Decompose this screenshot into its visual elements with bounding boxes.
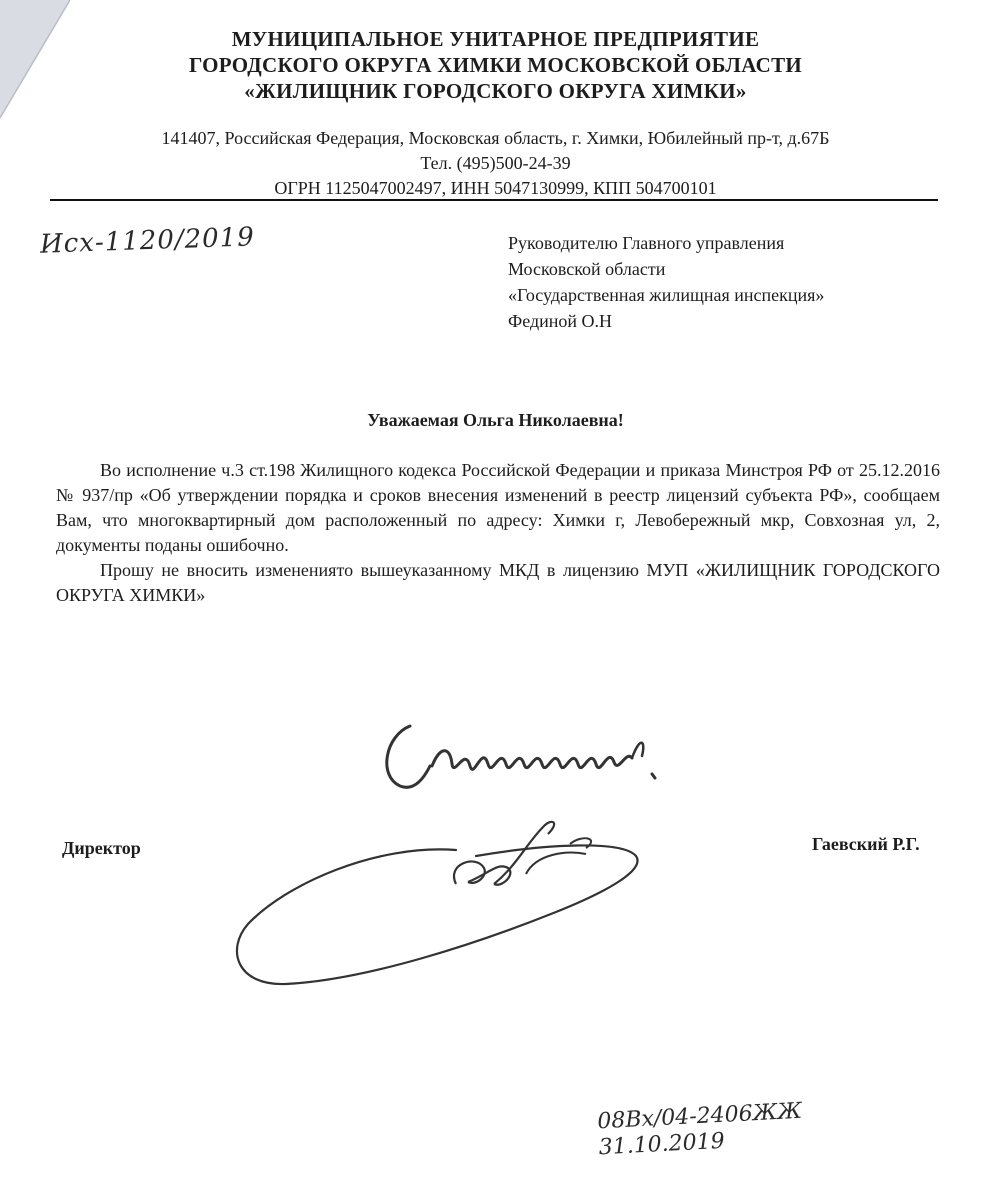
org-phone: Тел. (495)500-24-39 [420,153,571,173]
body-paragraph-1: Во исполнение ч.3 ст.198 Жилищного кодекса Российской Федерации и приказа Минстроя РФ от 25.12.2016 № 937/пр «Об утверждении порядка и сроков внесения изменений в реестр лицензий субъекта РФ», сообщаем Вам, что многоквартирный дом расположенный по адресу: Химки г, Левобережный мкр, Совхозная ул, 2, документы поданы ошибочно. [56,460,940,555]
incoming-registration-stamp [597,1099,804,1162]
handwritten-closing [370,706,690,816]
recipient-line-1: Руководителю Главного управления [508,233,785,253]
org-requisites: ОГРН 1125047002497, ИНН 5047130999, КПП 504700101 [274,178,717,198]
recipient-line-4: Фединой О.Н [508,311,613,331]
letterhead [0,26,991,104]
recipient-line-3: «Государственная жилищная инспекция» [508,285,825,305]
org-address: 141407, Российская Федерация, Московская область, г. Химки, Юбилейный пр-т, д.67Б [161,128,830,148]
org-contacts [0,126,991,201]
body-paragraph-2: Прошу не вносить изменениято вышеуказанному МКД в лицензию МУП «ЖИЛИЩНИК ГОРОДСКОГО ОКРУГА ХИМКИ» [56,560,940,605]
director-signature [226,804,666,994]
outgoing-number: Исх-1120/2019 [39,222,256,260]
header-divider [50,199,938,201]
recipient-line-2: Московской области [508,259,666,279]
signatory-name: Гаевский Р.Г. [812,834,920,854]
salutation: Уважаемая Ольга Николаевна! [367,410,624,430]
org-name-line-1: МУНИЦИПАЛЬНОЕ УНИТАРНОЕ ПРЕДПРИЯТИЕ [231,27,760,51]
recipient-block [508,230,824,334]
org-name-line-3: «ЖИЛИЩНИК ГОРОДСКОГО ОКРУГА ХИМКИ» [244,79,747,103]
incoming-date: 31.10.2019 [598,1128,726,1161]
org-name-line-2: ГОРОДСКОГО ОКРУГА ХИМКИ МОСКОВСКОЙ ОБЛАСТИ [188,53,803,77]
signatory-title: Директор [62,838,141,858]
letter-body [56,458,940,608]
signature-area [0,700,991,1030]
incoming-number: 08Вх/04-2406ЖЖ [596,1098,803,1135]
